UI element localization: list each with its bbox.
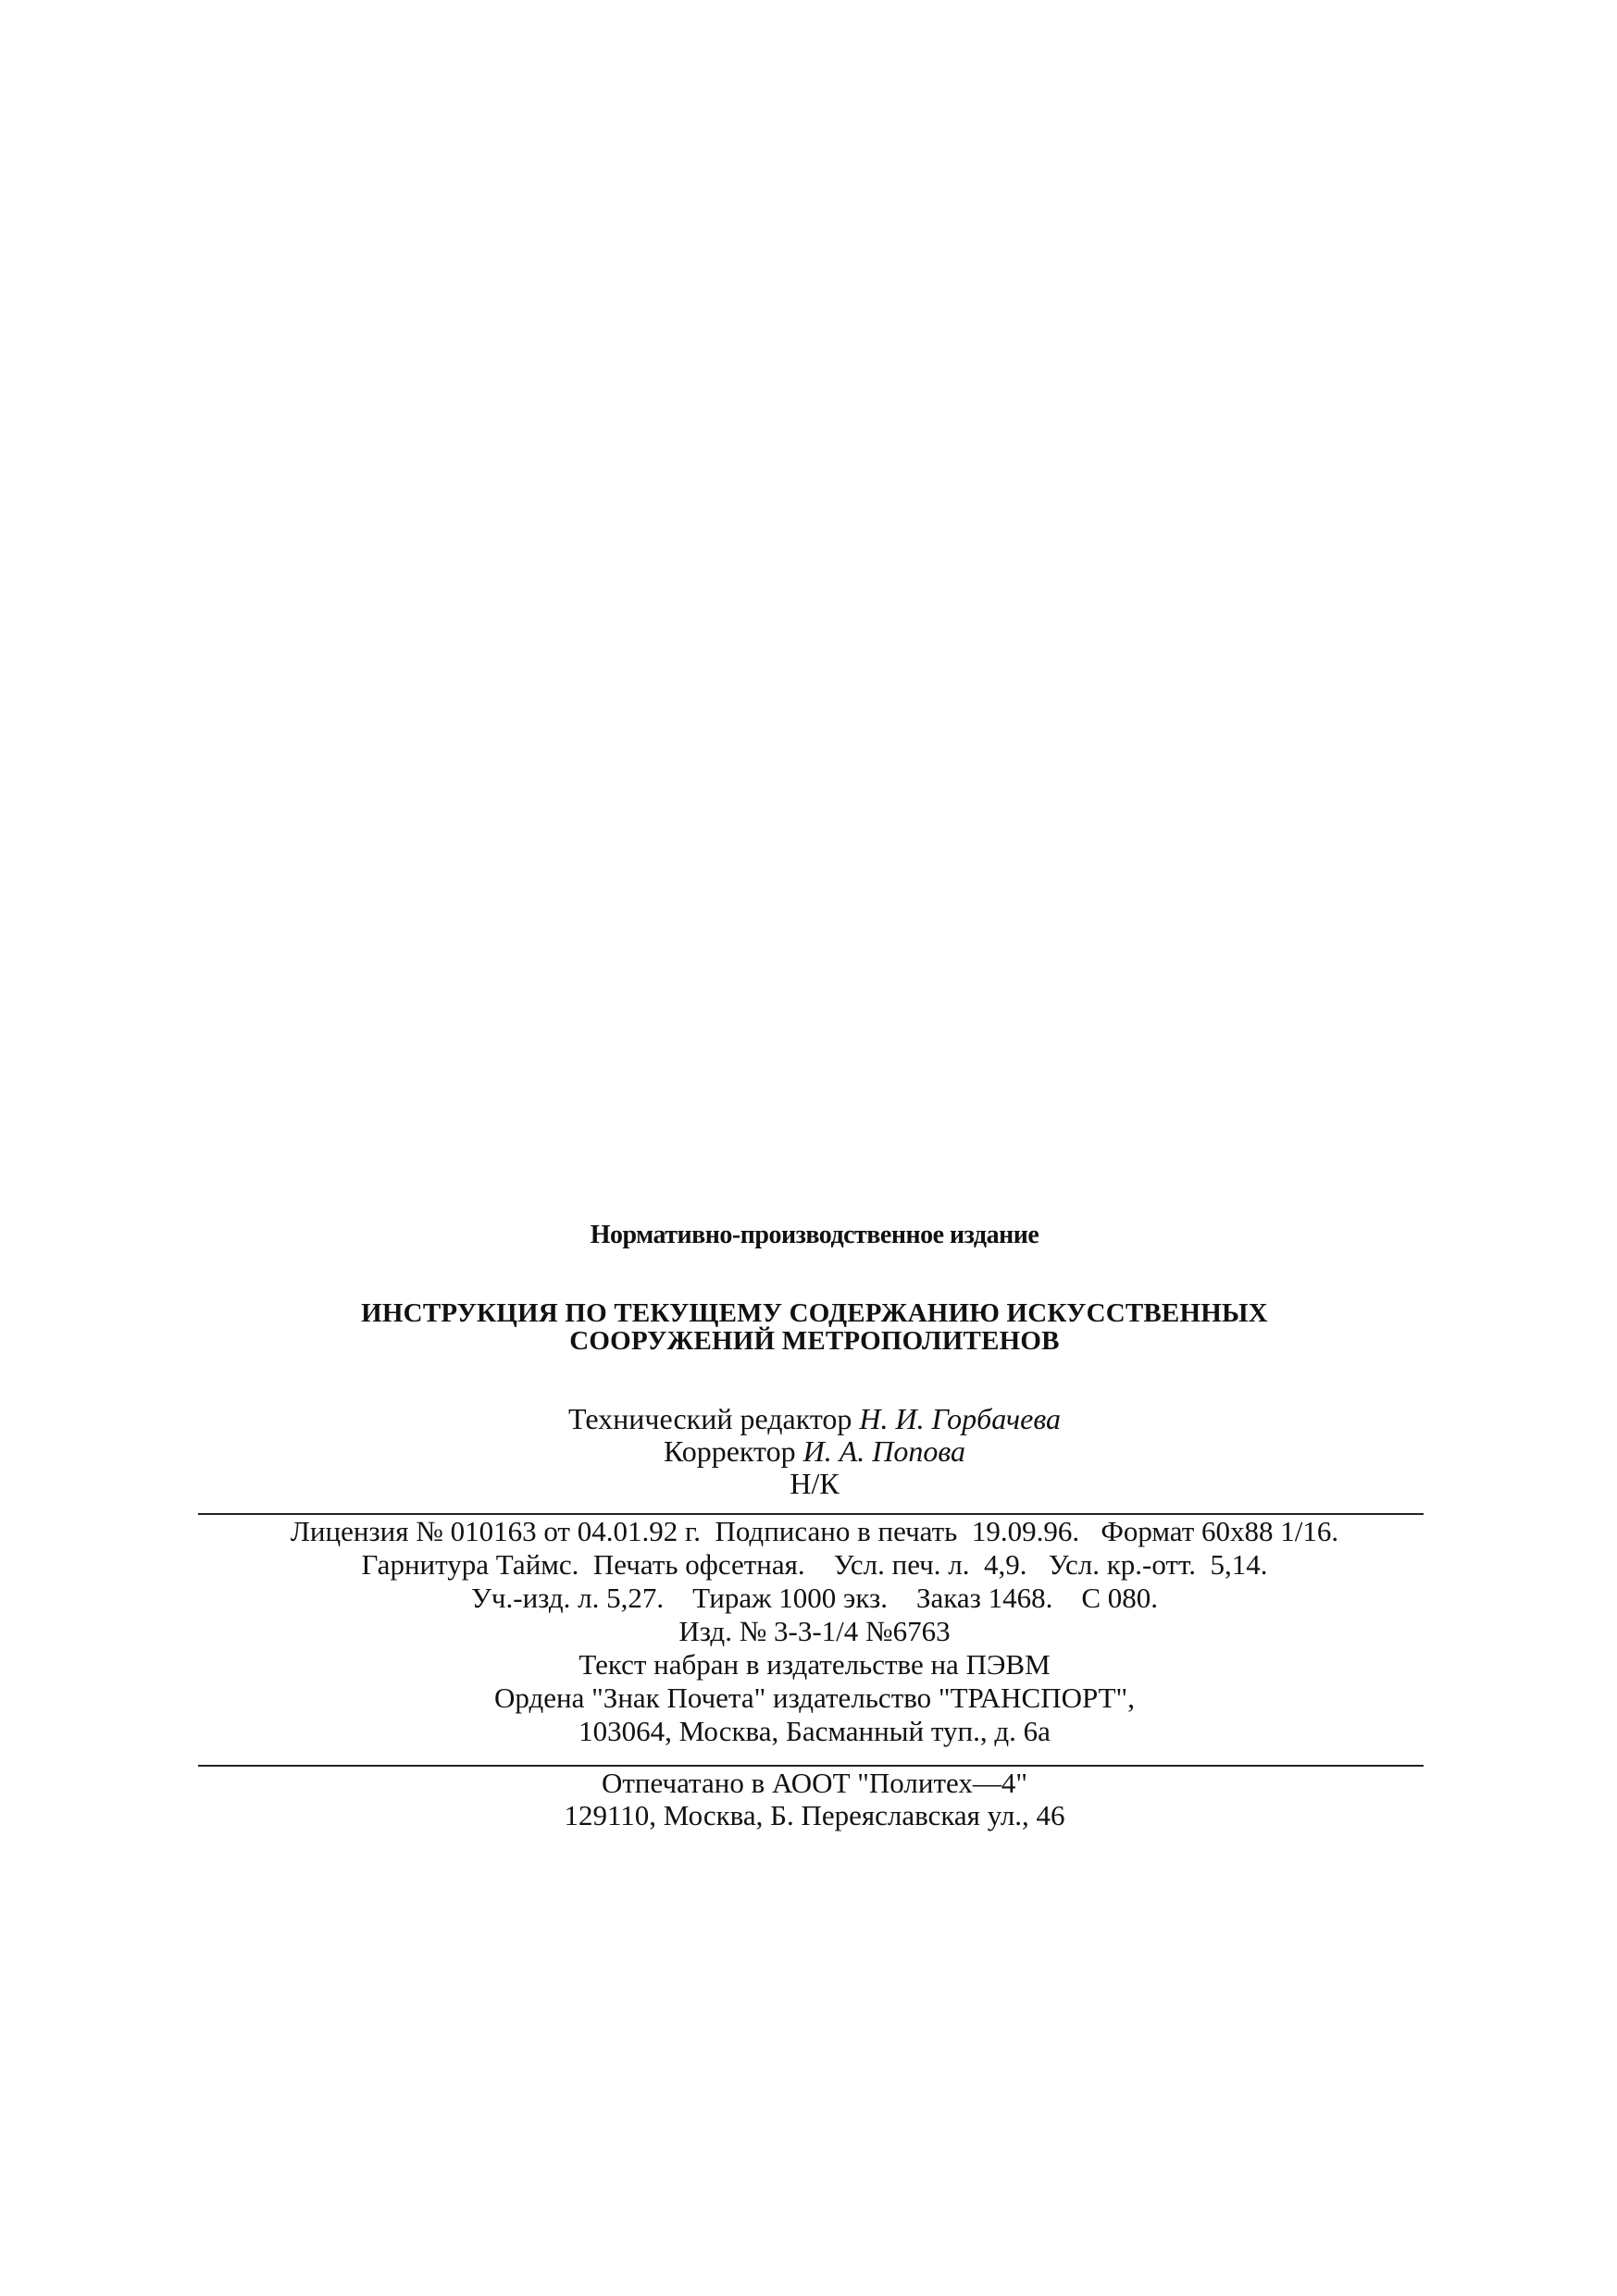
pubinfo-line-4: Изд. № 3-3-1/4 №6763: [678, 1615, 951, 1647]
pubinfo-line-5: Текст набран в издательстве на ПЭВМ: [578, 1648, 1051, 1681]
tech-editor-name: Н. И. Горбачева: [859, 1402, 1061, 1435]
code-line: Н/К: [790, 1467, 840, 1500]
printer-line-1: Отпечатано в АООТ "Политех—4": [601, 1767, 1028, 1799]
corrector-line: [194, 1435, 1435, 1468]
printer-info: [194, 1767, 1435, 1831]
pubinfo-line-3: Уч.-изд. л. 5,27. Тираж 1000 экз. Заказ 1468. С 080.: [470, 1582, 1159, 1614]
corrector-label: Корректор: [663, 1434, 803, 1468]
edition-type: Нормативно-производственное издание: [590, 1221, 1039, 1249]
tech-editor-line: [194, 1403, 1435, 1435]
publication-info: [194, 1515, 1435, 1748]
title-line-1: ИНСТРУКЦИЯ ПО ТЕКУЩЕМУ СОДЕРЖАНИЮ ИСКУССТВЕННЫХ: [361, 1298, 1268, 1328]
pubinfo-line-6: Ордена "Знак Почета" издательство "ТРАНСПОРТ",: [494, 1682, 1135, 1714]
title-line-2: СООРУЖЕНИЙ МЕТРОПОЛИТЕНОВ: [569, 1326, 1060, 1356]
corrector-name: И. А. Попова: [802, 1434, 966, 1468]
document-title: [194, 1299, 1435, 1355]
pubinfo-line-2: Гарнитура Таймс. Печать офсетная. Усл. печ. л. 4,9. Усл. кр.-отт. 5,14.: [361, 1548, 1268, 1581]
colophon: [194, 1220, 1435, 1831]
pubinfo-line-7: 103064, Москва, Басманный туп., д. 6а: [578, 1715, 1051, 1747]
printer-line-2: 129110, Москва, Б. Переяславская ул., 46: [564, 1799, 1065, 1831]
tech-editor-label: Технический редактор: [568, 1402, 860, 1435]
credits: [194, 1403, 1435, 1500]
pubinfo-line-1: Лицензия № 010163 от 04.01.92 г. Подписано в печать 19.09.96. Формат 60x88 1/16.: [290, 1515, 1339, 1547]
